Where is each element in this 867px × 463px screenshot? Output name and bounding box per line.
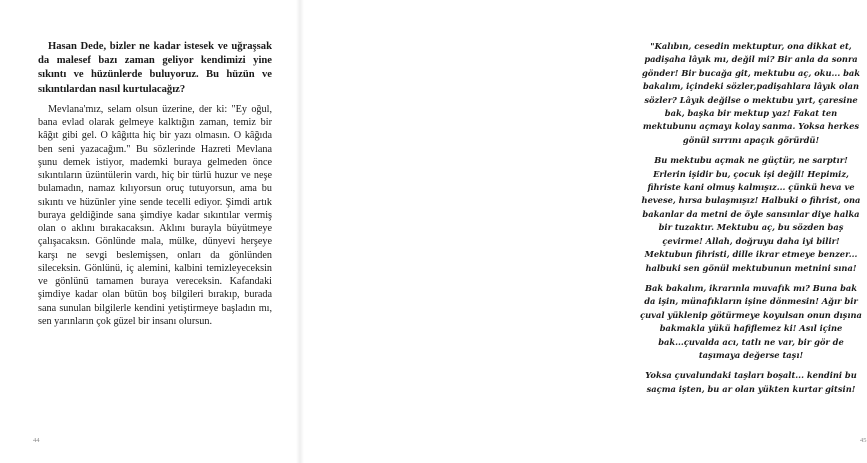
verse-block: "Kalıbın, cesedin mektuptur, ona dikkat et, padişaha lâyık mı, değil mi? Bir anla da sonra gönder! Bir bucağa git, mektubu aç, oku... bak bakalım, içindeki sözler,padişahlara lâyık olan sözler? Lâyık değilse o mektubu yırt, çaresine bak, başka bir mektup yaz! Fakat ten mektubunu açmayı kolay sanma. Yoksa herkes gönül sırrını apaçık görürdü! xyxy=(641,41,861,145)
left-page-text xyxy=(38,40,272,328)
verse-block: Bak bakalım, ikrarınla muvafık mı? Buna bak da işin, münafıkların işine dönmesin! Ağır bir çuval yüklenip götürmeye koyulsan onun dışına bakmakla yükü hafiflemez ki! Asıl içine bak...çuvalda acı, tatlı ne var, bir gör de taşımaya değerse taşı! xyxy=(640,282,862,360)
verse-block: Bu mektubu açmak ne güçtür, ne sarptır! Erlerin işidir bu, çocuk işi değil! Hepimiz, fihriste kani olmuş kalmışız... çünkü heva ve hevese, hırsa bulaşmışız! Halbuki o fihrist, ona bakanlar da metni de öyle sansınlar diye halka bir tuzaktır. Mektubu aç, bu sözden baş çevirme! Allah, doğruyu daha iyi bilir! Mektubun fihristi, dille ikrar etmeye benzer... halbuki sen gönül mektubunun metnini sına! xyxy=(641,155,861,273)
question-paragraph: Hasan Dede, bizler ne kadar istesek ve uğraşsak da malesef bazı zaman geliyor kendimizi yine sıkıntı ve hüzünlerde buluyoruz. Bu hüzün ve sıkıntılardan nasıl kurtulacağız? xyxy=(38,41,272,95)
right-page-text xyxy=(640,40,862,403)
answer-paragraph: Mevlana'mız, selam olsun üzerine, der ki: "Ey oğul, bana evlad olarak gelmeye kalktığın zaman, temiz bir kâğıt gibi gel. O kâğıtta hiç bir yazı olmasın. O kâğıda ben seni yazacağım." Bu sözlerinde Hazreti Mevlana şunu demek istiyor, mademki buraya gelmeden önce sıkıntıların üzüntülerin vardı, hiç bir türlü huzur ve neşe bulamadın, namaz kılıyorsun oruç tutuyorsun, ama bu sıkıntı ve hüzünler yine sende tecelli ediyor. Şimdi artık buraya geldiğinde sana şimdiye kadar sıkıntılar vermiş olan o aklını bırakacaksın. Aklını burayla büyütmeye çalışacaksın. Gönlünde mala, mülke, dünyevi herşeye karşı ne sevgi beslemişsen, onları da gönlünden sileceksin. Gönlünü, iç alemini, kalbini temizleyeceksin ve gönlünü tamamen buraya vereceksin. Kafandaki şimdiye kadar olan bütün boş bilgileri bırakıp, burada sana sunulan bilgilerle kendini yetiştirmeye başladın mı, sen yarınların çok güzel bir insanı olursun. xyxy=(38,103,272,327)
page-number-left: 44 xyxy=(33,437,40,444)
left-page xyxy=(0,0,300,463)
right-page xyxy=(300,0,867,463)
page-number-right: 45 xyxy=(860,437,867,444)
verse-block: Yoksa çuvalundaki taşları boşalt... kendini bu saçma işten, bu ar olan yükten kurtar gitsin! xyxy=(645,370,857,394)
